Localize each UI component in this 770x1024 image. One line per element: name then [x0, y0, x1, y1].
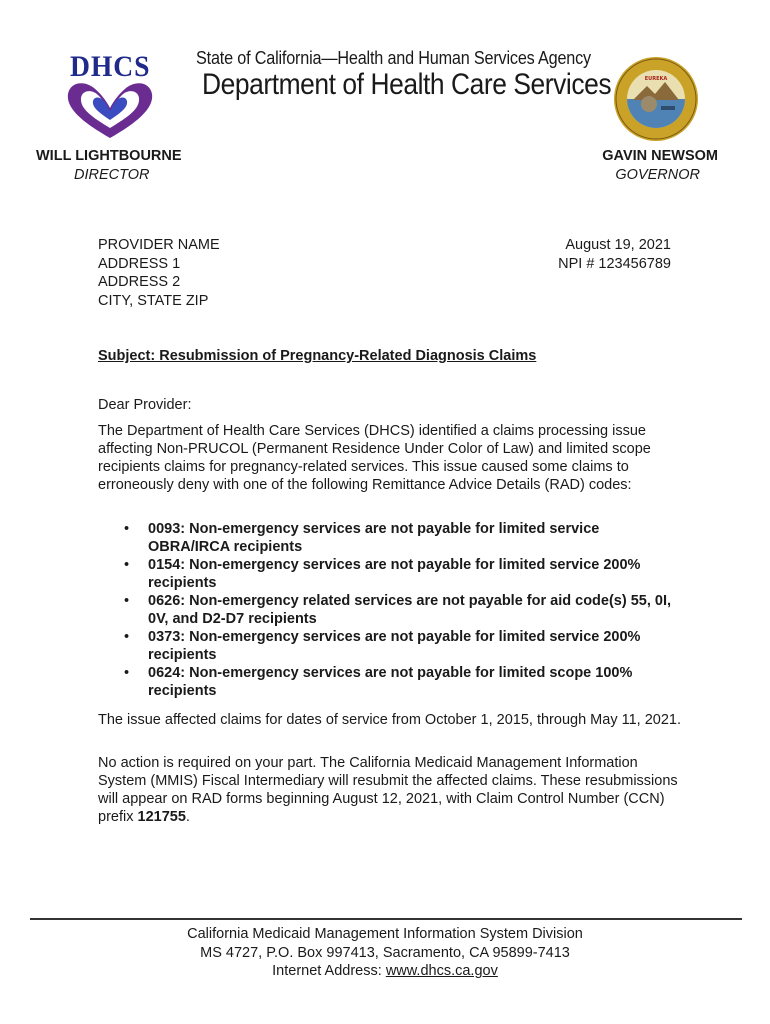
- recipient-address: [98, 236, 220, 310]
- rad-code-list: [124, 520, 684, 700]
- paragraph-resubmission: No action is required on your part. The California Medicaid Management Information System (MMIS) Fiscal Intermediary will resubmit the affected claims. These resubmissions will appear on RAD forms beginning August 12, 2021, with Claim Control Number (CCN) prefix 121755.: [98, 755, 678, 825]
- bullet-icon: •: [124, 521, 130, 537]
- footer-divider: [30, 918, 742, 920]
- bullet-icon: •: [124, 557, 130, 573]
- footer-address: MS 4727, P.O. Box 997413, Sacramento, CA 95899-7413: [200, 944, 570, 961]
- recipient-address-2: ADDRESS 2: [98, 274, 181, 290]
- director-name: WILL LIGHTBOURNE: [36, 148, 182, 164]
- governor-name: GAVIN NEWSOM: [602, 148, 718, 164]
- letter-subject: Subject: Resubmission of Pregnancy-Related Diagnosis Claims: [98, 348, 537, 364]
- director-title: DIRECTOR: [74, 167, 150, 183]
- logo-wordmark: DHCS: [70, 50, 151, 83]
- list-item: • 0626: Non-emergency related services are not payable for aid code(s) 55, 0I, 0V, and D2-D7 recipients: [124, 593, 672, 627]
- list-item: • 0624: Non-emergency services are not payable for limited scope 100% recipients: [124, 665, 633, 699]
- state-seal-icon: [613, 56, 699, 142]
- footer-division: California Medicaid Management Information System Division: [187, 926, 583, 942]
- paragraph-issue: The Department of Health Care Services (DHCS) identified a claims processing issue affecting Non-PRUCOL (Permanent Residence Under Color of Law) and limited scope recipients claims for pregnancy-related services. This issue caused some claims to erroneously deny with one of the following Remittance Advice Details (RAD) codes:: [98, 423, 651, 493]
- salutation: Dear Provider:: [98, 397, 192, 413]
- california-seal: [613, 56, 699, 142]
- date-block: [558, 236, 671, 273]
- list-item: • 0373: Non-emergency services are not payable for limited service 200% recipients: [124, 629, 641, 663]
- bullet-icon: •: [124, 665, 130, 681]
- bullet-icon: •: [124, 629, 130, 645]
- ccn-prefix: 121755: [137, 809, 186, 825]
- recipient-address-1: ADDRESS 1: [98, 255, 181, 272]
- footer-web: Internet Address: www.dhcs.ca.gov: [272, 963, 498, 979]
- department-title: Department of Health Care Services: [202, 68, 612, 101]
- agency-name: State of California—Health and Human Services Agency: [196, 48, 591, 68]
- list-item: • 0154: Non-emergency services are not payable for limited service 200% recipients: [124, 557, 641, 591]
- list-item: • 0093: Non-emergency services are not payable for limited service OBRA/IRCA recipients: [124, 521, 600, 555]
- heart-hands-icon: [62, 78, 158, 142]
- dhcs-logo: [62, 50, 158, 142]
- bullet-icon: •: [124, 593, 130, 609]
- website-link[interactable]: www.dhcs.ca.gov: [385, 963, 498, 979]
- letter-date: August 19, 2021: [565, 237, 671, 253]
- paragraph-dates: The issue affected claims for dates of service from October 1, 2015, through May 11, 2021.: [98, 712, 681, 728]
- seal-motto: EUREKA: [644, 76, 668, 82]
- recipient-name: PROVIDER NAME: [98, 237, 220, 253]
- npi-number: NPI # 123456789: [558, 255, 671, 272]
- recipient-city-state-zip: CITY, STATE ZIP: [98, 292, 209, 309]
- footer: [0, 925, 770, 981]
- governor-title: GOVERNOR: [615, 167, 700, 183]
